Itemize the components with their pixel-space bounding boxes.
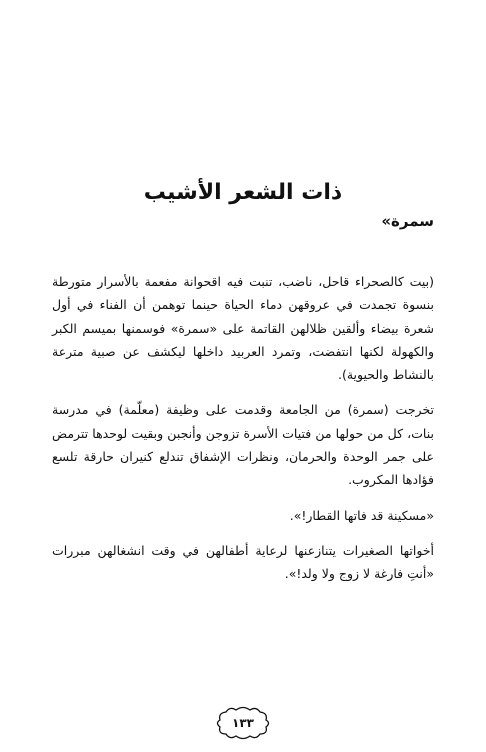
- paragraph-1: (بيت كالصحراء قاحل، ناضب، تنبت فيه اقحوانة مفعمة بالأسرار متورطة بنسوة تجمدت في عروقهن دماء الحياة حينما توهمن أن الفناء في أول شعرة بيضاء وألقين ظلالهن القاتمة على «سمرة» فوسمنها بميسم الكبر والكهولة لكنها انتفضت، وتمرد العربيد داخلها ليكشف عن صبية مترعة بالنشاط والحيوية).: [52, 274, 434, 383]
- paragraph-4: أخواتها الصغيرات يتنازعنها لرعاية أطفالهن في وقت انشغالهن مبررات «أنتِ فارغة لا زوج ولا ولد!».: [52, 542, 434, 582]
- paragraph-3: «مسكينة قد فاتها القطار!».: [289, 507, 434, 523]
- chapter-title: ذات الشعر الأشيب: [143, 180, 343, 205]
- page-number-badge: [216, 706, 270, 740]
- page-number: ١٣٣: [232, 716, 254, 730]
- chapter-subtitle: سمرة»: [381, 212, 434, 230]
- paragraph-2: تخرجت (سمرة) من الجامعة وقدمت على وظيفة (معلّمة) في مدرسة بنات، كل من حولها من فتيات الأسرة تزوجن وأنجبن وبقيت لوحدها تترمض على جمر الوحدة والحرمان، ونظرات الإشفاق تندلع كنيران حارقة تلسع فؤادها المكروب.: [52, 402, 434, 488]
- body-text: [52, 270, 434, 598]
